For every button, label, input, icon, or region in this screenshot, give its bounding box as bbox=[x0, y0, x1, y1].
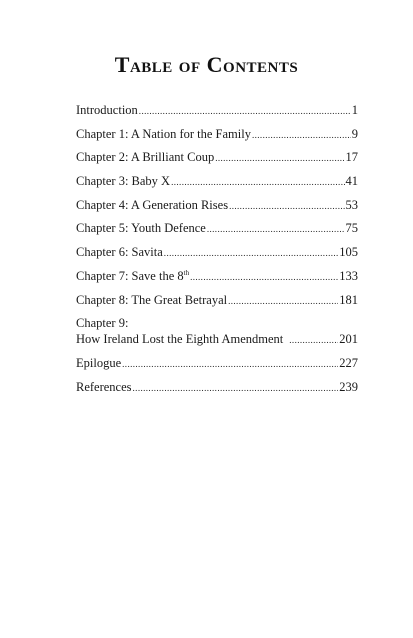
toc-entry-label: Chapter 3: Baby X bbox=[76, 174, 171, 189]
toc-entry-label: Chapter 2: A Brilliant Coup bbox=[76, 150, 215, 165]
dot-leader bbox=[289, 332, 338, 348]
dot-leader bbox=[229, 198, 344, 214]
dot-leader bbox=[190, 269, 338, 285]
toc-entry-page: 1 bbox=[351, 103, 358, 117]
page-title: Table of Contents bbox=[114, 52, 299, 77]
toc-entry-label: Epilogue bbox=[76, 355, 122, 370]
toc-entry-page: 17 bbox=[345, 150, 358, 165]
toc-entry-page: 227 bbox=[339, 355, 358, 370]
toc-entry-page: 53 bbox=[345, 197, 358, 212]
table-of-contents bbox=[76, 102, 358, 402]
dot-leader bbox=[215, 150, 344, 166]
toc-entry-page: 239 bbox=[339, 379, 358, 394]
dot-leader bbox=[228, 293, 338, 309]
toc-entry-epilogue[interactable] bbox=[76, 355, 358, 372]
toc-entry-page: 75 bbox=[345, 221, 358, 236]
dot-leader bbox=[207, 221, 345, 237]
toc-entry-chapter-9[interactable] bbox=[76, 315, 358, 348]
toc-entry-chapter-4[interactable] bbox=[76, 197, 358, 214]
dot-leader bbox=[164, 245, 338, 261]
toc-entry-row bbox=[76, 331, 358, 348]
dot-leader bbox=[139, 103, 351, 119]
toc-entry-page: 133 bbox=[339, 268, 358, 283]
toc-entry-label: Chapter 4: A Generation Rises bbox=[76, 197, 229, 212]
toc-entry-chapter-2[interactable] bbox=[76, 149, 358, 166]
toc-entry-label: Introduction bbox=[76, 103, 138, 117]
toc-entry-label: Chapter 6: Savita bbox=[76, 245, 163, 260]
toc-entry-chapter-8[interactable] bbox=[76, 292, 358, 309]
toc-entry-page: 9 bbox=[351, 126, 358, 141]
toc-entry-label: References bbox=[76, 379, 132, 394]
dot-leader bbox=[133, 380, 339, 396]
dot-leader bbox=[252, 127, 351, 143]
toc-entry-label-line1: Chapter 9: bbox=[76, 316, 129, 331]
toc-entry-chapter-1[interactable] bbox=[76, 126, 358, 143]
toc-entry-chapter-6[interactable] bbox=[76, 244, 358, 261]
toc-entry-label-line2: How Ireland Lost the Eighth Amendment bbox=[76, 332, 284, 347]
dot-leader bbox=[171, 174, 344, 190]
toc-entry-page: 105 bbox=[339, 245, 358, 260]
toc-entry-introduction[interactable] bbox=[76, 102, 358, 119]
toc-entry-chapter-7[interactable] bbox=[76, 268, 358, 285]
toc-entry-label: Chapter 8: The Great Betrayal bbox=[76, 292, 228, 307]
toc-entry-label: Chapter 1: A Nation for the Family bbox=[76, 126, 251, 141]
toc-entry-page: 201 bbox=[339, 332, 358, 347]
toc-entry-page: 181 bbox=[339, 292, 358, 307]
dot-leader bbox=[122, 356, 338, 372]
toc-entry-page: 41 bbox=[345, 174, 358, 189]
toc-entry-chapter-3[interactable] bbox=[76, 173, 358, 190]
toc-entry-label bbox=[76, 268, 189, 284]
toc-entry-label: Chapter 5: Youth Defence bbox=[76, 221, 206, 236]
toc-entry-references[interactable] bbox=[76, 379, 358, 396]
ordinal-suffix: th bbox=[183, 268, 190, 277]
toc-entry-chapter-5[interactable] bbox=[76, 220, 358, 237]
toc-entry-label-main: Chapter 7: Save the 8 bbox=[76, 268, 184, 283]
